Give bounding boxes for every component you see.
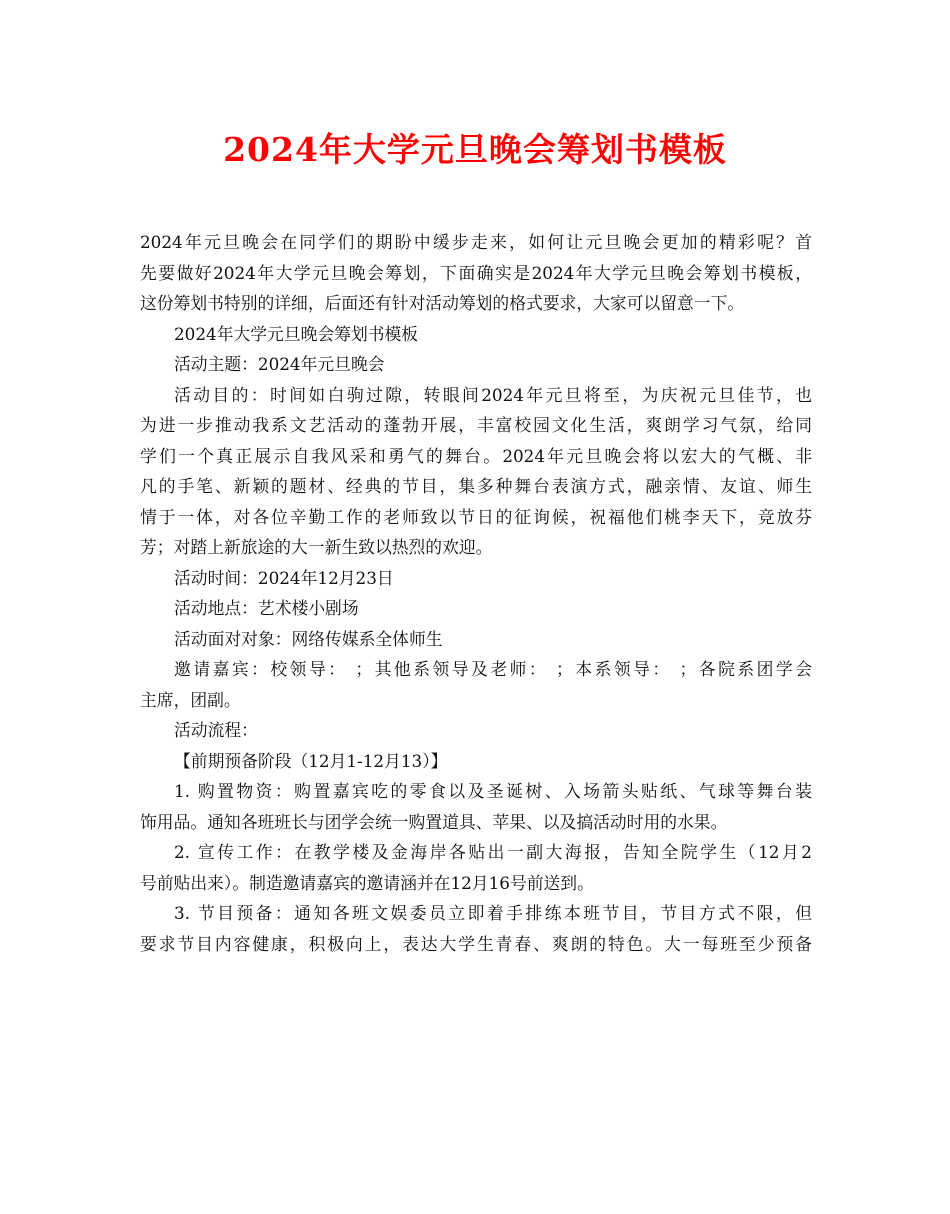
- text-line: 活动主题：2024年元旦晚会: [174, 354, 385, 374]
- text-line: 要求节目内容健康，积极向上，表达大学生青春、爽朗的特色。大一每班至少预备: [140, 933, 812, 954]
- text-line: 活动目的：时间如白驹过隙，转眼间2024年元旦将至，为庆祝元旦佳节，也: [174, 384, 812, 405]
- text-line: 主席，团副。: [140, 689, 241, 710]
- text-line: 凡的手笔、新颖的题材、经典的节目，集多种舞台表演方式，融亲情、友谊、师生: [140, 476, 812, 496]
- text-line: 情于一体，对各位辛勤工作的老师致以节日的征询候，祝福他们桃李天下，竞放芬: [140, 506, 812, 527]
- text-line: 活动地点：艺术楼小剧场: [174, 598, 359, 618]
- text-line: 号前贴出来）。制造邀请嘉宾的邀请涵并在12月16号前送到。: [140, 872, 594, 893]
- text-line: 1. 购置物资：购置嘉宾吃的零食以及圣诞树、入场箭头贴纸、气球等舞台装: [174, 781, 812, 801]
- text-line: 邀请嘉宾：校领导： ；其他系领导及老师： ；本系领导： ；各院系团学会: [174, 659, 812, 679]
- text-line: 为进一步推动我系文艺活动的蓬勃开展，丰富校园文化生活，爽朗学习气氛，给同: [140, 415, 812, 435]
- text-line: 这份筹划书特别的详细，后面还有针对活动筹划的格式要求，大家可以留意一下。: [140, 293, 745, 313]
- text-line: 活动面对对象：网络传媒系全体师生: [174, 628, 443, 649]
- text-line: 2024年大学元旦晚会筹划书模板: [174, 323, 419, 344]
- document-body: [140, 227, 812, 959]
- text-line: 饰用品。通知各班班长与团学会统一购置道具、苹果、以及搞活动时用的水果。: [140, 811, 728, 832]
- text-line: 学们一个真正展示自我风采和勇气的舞台。2024年元旦晚会将以宏大的气概、非: [140, 445, 812, 466]
- text-line: 活动流程：: [174, 720, 258, 740]
- text-line: 【前期预备阶段（12月1-12月13）】: [174, 750, 448, 771]
- text-line: 3. 节目预备：通知各班文娱委员立即着手排练本班节目，节目方式不限，但: [174, 903, 812, 923]
- text-line: 先要做好2024年大学元旦晚会筹划，下面确实是2024年大学元旦晚会筹划书模板，: [140, 262, 812, 283]
- text-line: 2. 宣传工作：在教学楼及金海岸各贴出一副大海报，告知全院学生（12月2: [174, 842, 812, 862]
- text-line: 芳；对踏上新旅途的大一新生致以热烈的欢迎。: [140, 537, 493, 557]
- text-line: 活动时间：2024年12月23日: [174, 567, 394, 588]
- document-title: 2024年大学元旦晚会筹划书模板: [223, 130, 727, 169]
- text-line: 2024年元旦晚会在同学们的期盼中缓步走来，如何让元旦晚会更加的精彩呢？首: [140, 232, 812, 252]
